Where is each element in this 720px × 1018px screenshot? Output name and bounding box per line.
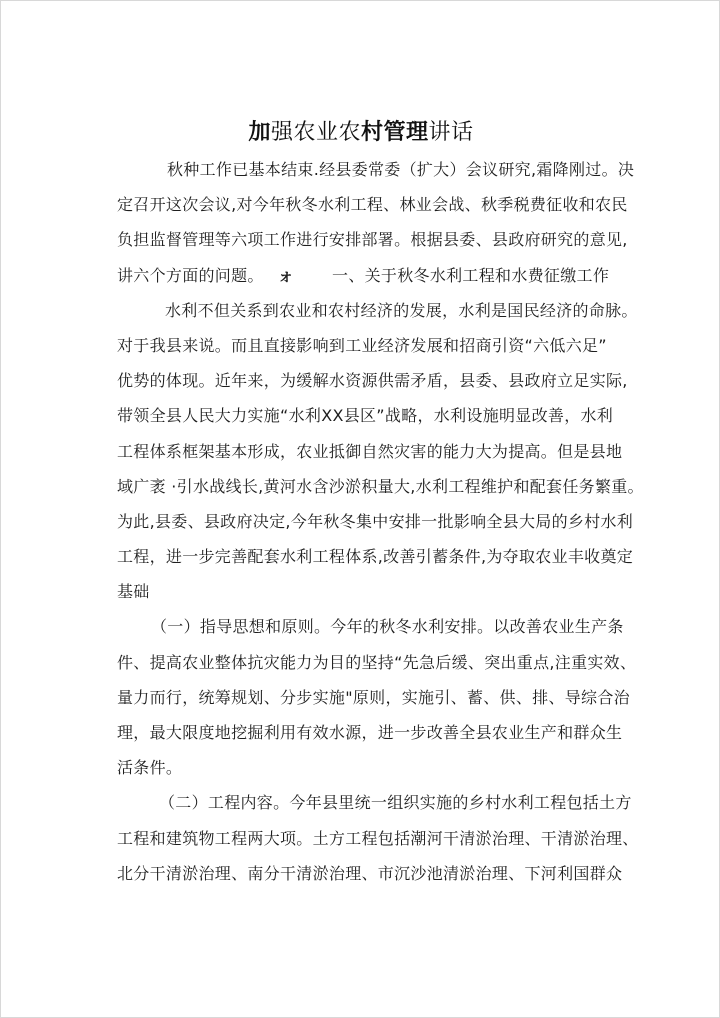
text-line: （一）指导思想和原则。今年的秋冬水利安排。以改善农业生产条 xyxy=(151,617,624,637)
text-line: 活条件。 xyxy=(117,758,183,778)
title-part-2: 强农业农 xyxy=(270,120,361,145)
text-line: 域广袤 ·引水战线长,黄河水含沙淤积量大,水利工程维护和配套任务繁重。 xyxy=(117,476,644,496)
document-body xyxy=(117,152,662,891)
text-line: 量力而行，统筹规划、分步实施"原则，实施引、蓄、供、排、导综合治 xyxy=(117,687,630,707)
stray-mark: ォ xyxy=(277,265,295,285)
page-title xyxy=(1,113,720,153)
section-heading-1: 一、关于秋冬水利工程和水费征缴工作 xyxy=(332,265,610,285)
text-line: 定召开这次会议,对今年秋冬水利工程、林业会战、秋季税费征收和农民 xyxy=(117,195,628,215)
text-line: 优势的体现。近年来，为缓解水资源供需矛盾，县委、县政府立足实际, xyxy=(117,371,628,391)
text-line: 带领全县人民大力实施“水利XX县区”战略，水利设施明显改善，水利 xyxy=(117,406,614,426)
text-line: 北分干清淤治理、南分干清淤治理、市沉沙池清淤治理、下河利国群众 xyxy=(117,863,623,883)
text-line: 工程，进一步完善配套水利工程体系,改善引蓄条件,为夺取农业丰收奠定 xyxy=(117,547,634,567)
text-line: 对于我县来说。而且直接影响到工业经济发展和招商引资“六低六足” xyxy=(117,335,607,355)
text-line: 为此,县委、县政府决定,今年秋冬集中安排一批影响全县大局的乡村水利 xyxy=(117,511,634,531)
text-line: 负担监督管理等六项工作进行安排部署。根据县委、县政府研究的意见, xyxy=(117,230,628,250)
title-part-1: 加 xyxy=(248,120,271,145)
text-line: 理，最大限度地挖掘利用有效水源，进一步改善全县农业生产和群众生 xyxy=(117,723,623,742)
text-line: 秋种工作已基本结束.经县委常委（扩大）会议研究,霜降刚过。决 xyxy=(167,160,635,179)
text-line: 工程体系框架基本形成，农业抵御自然灾害的能力大为提高。但是县地 xyxy=(117,441,623,461)
text-line: 基础 xyxy=(117,582,150,602)
text-line: 件、提高农业整体抗灾能力为目的坚持“先急后缓、突出重点,注重实效、 xyxy=(117,652,637,672)
text-line: 工程和建筑物工程两大项。土方工程包括潮河干清淤治理、干清淤治理、 xyxy=(117,828,639,848)
title-part-4: 讲话 xyxy=(428,120,474,145)
text-line: 水利不但关系到农业和农村经济的发展，水利是国民经济的命脉。 xyxy=(165,300,638,320)
text-line xyxy=(117,258,662,293)
title-part-3: 村管理 xyxy=(361,120,429,145)
text-segment: 讲六个方面的问题。 xyxy=(117,265,264,285)
text-line: （二）工程内容。今年县里统一组织实施的乡村水利工程包括土方 xyxy=(159,793,632,813)
